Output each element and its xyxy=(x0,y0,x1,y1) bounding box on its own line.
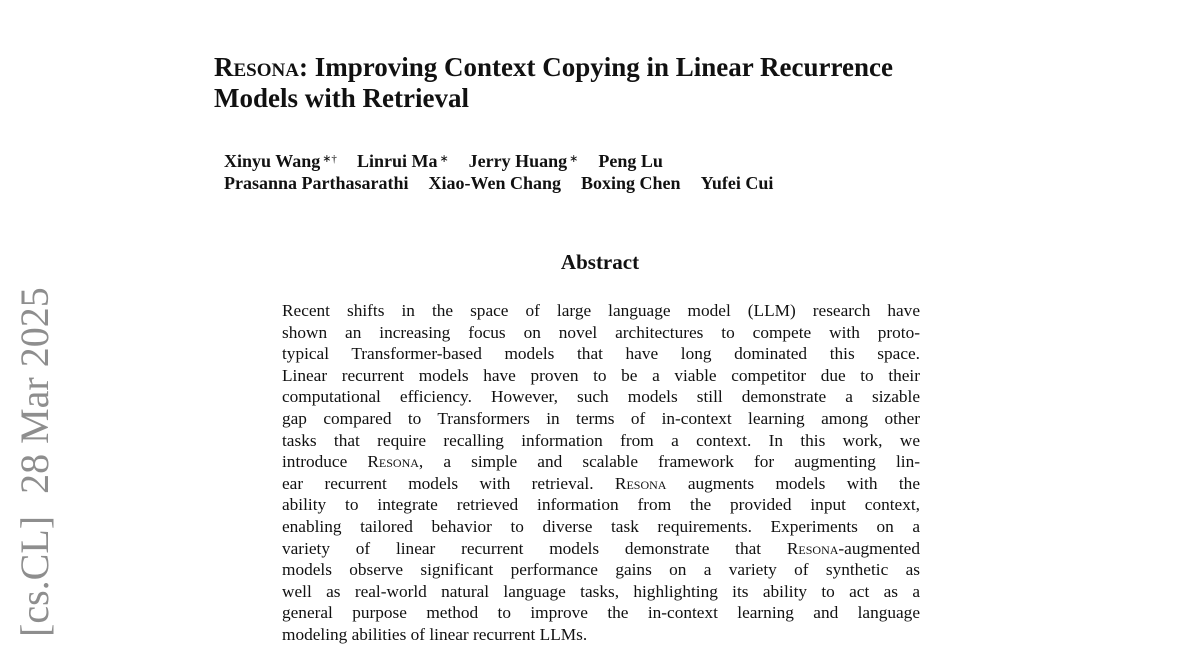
author-affiliation-mark: ∗ xyxy=(439,153,449,165)
arxiv-date: 28 Mar 2025 xyxy=(12,287,57,494)
abstract-line: Linear recurrent models have proven to be a viable competitor due to their xyxy=(282,365,920,385)
author-name: Prasanna Parthasarathi xyxy=(224,173,409,193)
author-name: Yufei Cui xyxy=(700,173,774,193)
abstract-line: computational efficiency. However, such models still demonstrate a sizable xyxy=(282,387,920,407)
author-line-1 xyxy=(224,150,924,172)
abstract-line: introduce Resona, a simple and scalable framework for augmenting lin- xyxy=(282,452,920,472)
abstract-line: Recent shifts in the space of large language model (LLM) research have xyxy=(282,301,920,320)
author-list xyxy=(224,150,924,194)
author-name: Boxing Chen xyxy=(581,173,681,193)
author-affiliation-mark: ∗† xyxy=(322,153,337,165)
abstract-line: gap compared to Transformers in terms of in-context learning among other xyxy=(282,408,920,428)
abstract-line: general purpose method to improve the in-context learning and language xyxy=(282,603,920,623)
author-name: Peng Lu xyxy=(598,151,663,171)
arxiv-sidebar-stamp xyxy=(12,287,57,637)
paper-title xyxy=(214,52,1034,114)
title-rest: : Improving Context Copying in Linear Recurrence xyxy=(298,52,893,82)
author-name: Jerry Huang ∗ xyxy=(468,151,579,171)
abstract-line: modeling abilities of linear recurrent LLMs. xyxy=(282,624,588,644)
title-model-name: Resona xyxy=(214,52,299,82)
author-name: Linrui Ma ∗ xyxy=(356,151,449,171)
abstract-line: ability to integrate retrieved information from the provided input context, xyxy=(282,495,920,515)
abstract-line: shown an increasing focus on novel architectures to compete with proto- xyxy=(282,322,920,342)
abstract-line: enabling tailored behavior to diverse task requirements. Experiments on a xyxy=(282,516,920,536)
abstract-line: tasks that require recalling information from a context. In this work, we xyxy=(282,430,920,450)
author-affiliation-mark: ∗ xyxy=(569,153,579,165)
abstract-line: typical Transformer-based models that have long dominated this space. xyxy=(282,344,920,364)
title-line-1 xyxy=(214,52,1034,83)
abstract-line: models observe significant performance gains on a variety of synthetic as xyxy=(282,560,920,580)
arxiv-category: [cs.CL] xyxy=(12,515,57,637)
abstract-line: ear recurrent models with retrieval. Resona augments models with the xyxy=(282,473,920,493)
abstract-line: well as real-world natural language tasks, highlighting its ability to act as a xyxy=(282,581,920,601)
abstract-line: variety of linear recurrent models demonstrate that Resona-augmented xyxy=(282,538,920,558)
author-name: Xinyu Wang ∗† xyxy=(224,151,337,171)
title-line-2: Models with Retrieval xyxy=(214,83,469,113)
author-name: Xiao-Wen Chang xyxy=(428,173,562,193)
abstract-heading: Abstract xyxy=(560,250,640,274)
abstract-body xyxy=(282,300,920,646)
author-line-2 xyxy=(224,172,924,194)
